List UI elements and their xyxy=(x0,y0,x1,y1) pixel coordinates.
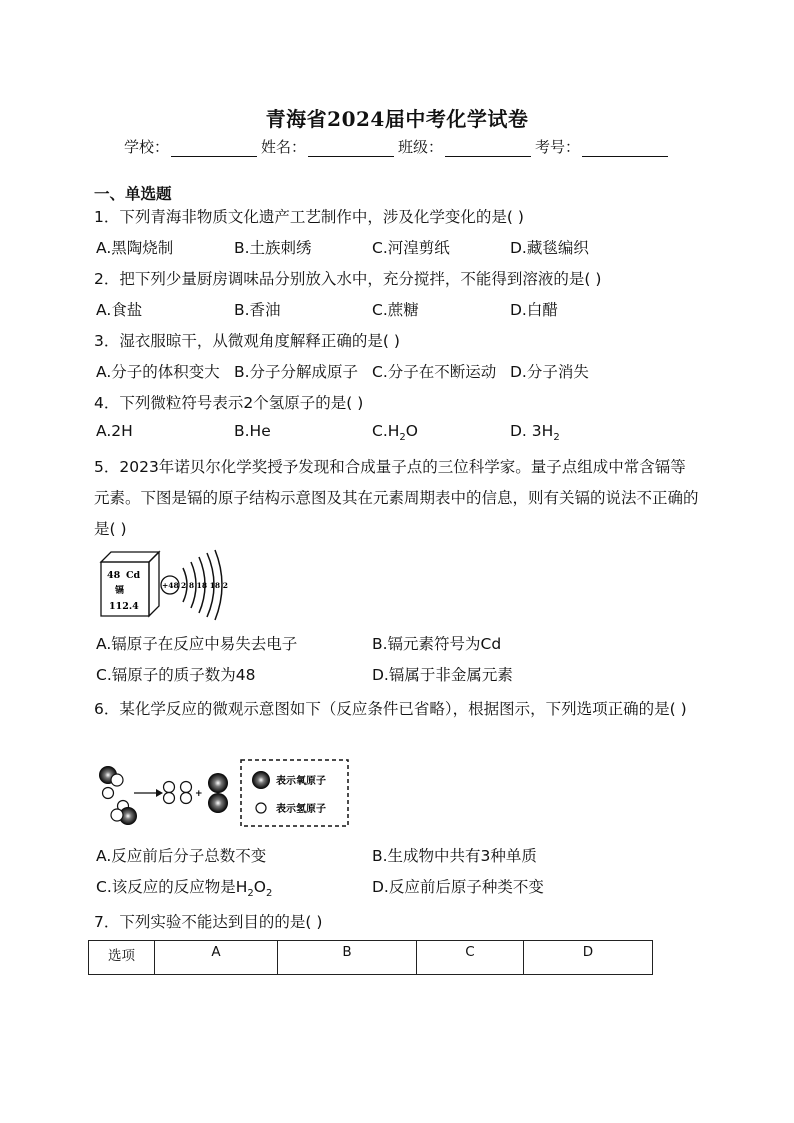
q2-stem: 2．把下列少量厨房调味品分别放入水中，充分搅拌，不能得到溶液的是( ) xyxy=(94,270,602,288)
q3-option-c: C.分子在不断运动 xyxy=(372,363,497,381)
nucleus-charge: +48 xyxy=(162,581,179,590)
q1-option-a: A.黑陶烧制 xyxy=(96,239,174,257)
q6-option-c: C.该反应的反应物是$H_2O_2$ xyxy=(96,878,273,900)
name-blank[interactable] xyxy=(308,140,394,157)
q2-option-c: C.蔗糖 xyxy=(372,301,419,319)
table-header-cell: C xyxy=(417,941,524,975)
element-symbol: Cd xyxy=(126,570,141,581)
q6-option-b: B.生成物中共有3种单质 xyxy=(372,847,537,865)
q1-option-d: D.藏毯编织 xyxy=(510,239,589,257)
q4-option-c: $C.H_2O$ xyxy=(372,422,418,444)
table-header-cell: D xyxy=(524,941,653,975)
school-blank[interactable] xyxy=(171,140,257,157)
q1-option-c: C.河湟剪纸 xyxy=(372,239,450,257)
electron-shells: 2 8 18 18 2 xyxy=(181,581,228,590)
q7-table xyxy=(88,940,653,975)
q6-option-a: A.反应前后分子总数不变 xyxy=(96,847,267,865)
student-info-line xyxy=(124,136,672,157)
q6-option-d: D.反应前后原子种类不变 xyxy=(372,878,544,896)
table-header-cell: A xyxy=(155,941,278,975)
q4-option-d: D. $3H_2$ xyxy=(510,422,560,444)
number-blank[interactable] xyxy=(582,140,668,157)
exam-title: 青海省2024届中考化学试卷 xyxy=(265,107,529,131)
q3-option-b: B.分子分解成原子 xyxy=(234,363,359,381)
reaction-diagram xyxy=(98,758,353,830)
q5-option-a: A.镉原子在反应中易失去电子 xyxy=(96,635,298,653)
name-label: 姓名： xyxy=(261,138,307,156)
cadmium-figure xyxy=(99,548,229,624)
table-header-cell: 选项 xyxy=(89,941,155,975)
q4-option-a: A.2H xyxy=(96,422,133,440)
q7-stem: 7．下列实验不能达到目的的是( ) xyxy=(94,913,323,931)
q5-option-d: D.镉属于非金属元素 xyxy=(372,666,513,684)
section-heading: 一、单选题 xyxy=(94,185,172,203)
q4-option-b: B.He xyxy=(234,422,271,440)
q6-stem: 6．某化学反应的微观示意图如下（反应条件已省略），根据图示，下列选项正确的是( ) xyxy=(94,700,687,718)
q3-stem: 3．湿衣服晾干，从微观角度解释正确的是( ) xyxy=(94,332,400,350)
q2-option-d: D.白醋 xyxy=(510,301,558,319)
q5-option-c: C.镉原子的质子数为48 xyxy=(96,666,256,684)
q1-stem: 1．下列青海非物质文化遗产工艺制作中，涉及化学变化的是( ) xyxy=(94,208,524,226)
q2-option-b: B.香油 xyxy=(234,301,281,319)
reaction-figure xyxy=(98,758,353,830)
table-header-cell: B xyxy=(278,941,417,975)
class-label: 班级： xyxy=(398,138,444,156)
q5-stem: 5．2023年诺贝尔化学奖授予发现和合成量子点的三位科学家。量子点组成中常含镉等元素。下图是镉的原子结构示意图及其在元素周期表中的信息，则有关镉的说法不正确的是( ) xyxy=(94,458,699,538)
class-blank[interactable] xyxy=(445,140,531,157)
number-label: 考号： xyxy=(535,138,581,156)
q4-stem: 4．下列微粒符号表示2个氢原子的是( ) xyxy=(94,394,364,412)
cadmium-diagram xyxy=(99,548,229,624)
q1-option-b: B.土族刺绣 xyxy=(234,239,312,257)
q3-option-a: A.分子的体积变大 xyxy=(96,363,220,381)
legend-hydrogen: 表示氢原子 xyxy=(276,804,326,815)
legend-oxygen: 表示氧原子 xyxy=(276,776,326,787)
q5-option-b: B.镉元素符号为Cd xyxy=(372,635,502,653)
table-header-row xyxy=(89,941,653,975)
school-label: 学校： xyxy=(124,138,170,156)
element-number: 48 xyxy=(107,570,121,581)
q2-option-a: A.食盐 xyxy=(96,301,143,319)
element-mass: 112.4 xyxy=(109,601,139,612)
element-name: 镉 xyxy=(115,586,125,596)
svg-text:+: + xyxy=(195,789,203,799)
q3-option-d: D.分子消失 xyxy=(510,363,589,381)
